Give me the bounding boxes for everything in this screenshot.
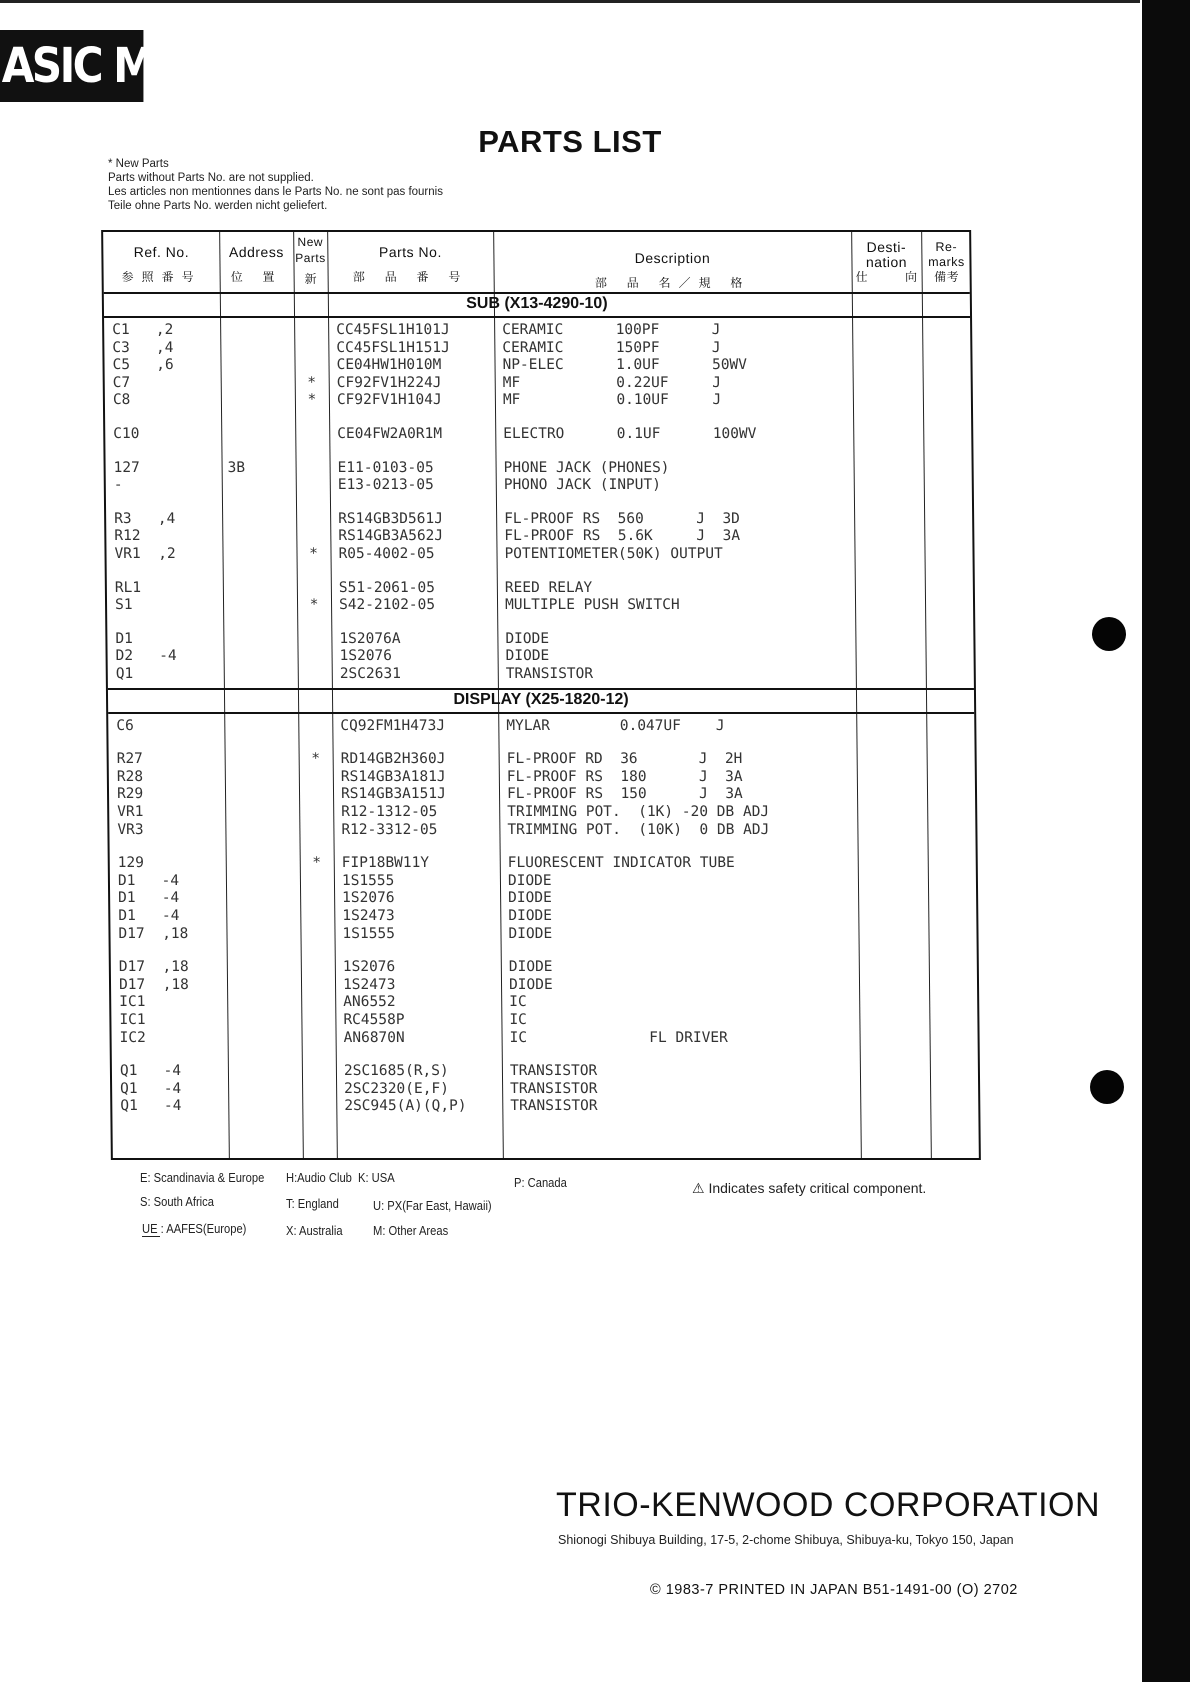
ref-no-cell: D17 ,18 (118, 959, 189, 976)
parts-no-cell: RD14GB2H360J (340, 751, 446, 768)
description-cell: IC FL DRIVER (509, 1029, 728, 1046)
description-cell: ELECTRO 0.1UF 100WV (503, 426, 757, 442)
ref-no-cell: IC1 (119, 994, 146, 1011)
description-cell: DIODE (505, 648, 550, 665)
note-new-parts: * New Parts (108, 158, 169, 170)
description-cell: MYLAR 0.047UF J (506, 717, 725, 734)
header-dest-label2: nation (865, 254, 908, 270)
ref-no-cell: C10 (113, 426, 140, 442)
parts-no-cell: AN6870N (343, 1029, 405, 1046)
section-title-underline (104, 316, 970, 318)
description-cell: TRANSISTOR (509, 1063, 598, 1080)
ref-no-cell: R3 ,4 (114, 510, 176, 527)
note-en: Parts without Parts No. are not supplied. (108, 172, 314, 184)
description-cell: FL-PROOF RD 36 J 2H (506, 751, 743, 768)
description-cell: DIODE (508, 925, 553, 942)
description-cell: FL-PROOF RS 560 J 3D (504, 510, 740, 527)
header-description (493, 250, 851, 291)
safety-note: ⚠ Indicates safety critical component. (692, 1180, 927, 1196)
parts-table (101, 230, 981, 1160)
ref-no-cell: D1 -4 (118, 908, 180, 924)
description-cell: DIODE (508, 976, 553, 993)
ref-no-cell: C8 (112, 392, 131, 409)
description-cell: MF 0.10UF J (502, 392, 722, 409)
description-cell: TRIMMING POT. (10K) 0 DB ADJ (507, 821, 770, 838)
parts-no-cell: CF92FV1H224J (336, 374, 442, 391)
parts-no-cell: E13-0213-05 (337, 477, 434, 494)
header-ref (103, 244, 219, 285)
parts-no-cell: R12-3312-05 (341, 821, 438, 838)
description-cell: PHONE JACK (PHONES) (503, 459, 670, 476)
description-cell: TRANSISTOR (505, 666, 594, 682)
description-cell: DIODE (508, 959, 553, 976)
parts-no-cell: CC45FSL1H151J (336, 339, 450, 356)
legend-ue: UE : AAFES(Europe) (142, 1221, 247, 1236)
new-part-mark: * (312, 855, 322, 872)
description-cell: FLUORESCENT INDICATOR TUBE (507, 855, 735, 872)
ref-no-cell: D1 -4 (117, 872, 180, 889)
corporation-name: TRIO-KENWOOD CORPORATION (556, 1486, 1101, 1524)
description-cell: MULTIPLE PUSH SWITCH (504, 597, 680, 614)
new-part-mark: * (307, 392, 317, 409)
legend-s: S: South Africa (140, 1194, 214, 1209)
header-rem-label2: marks (928, 255, 965, 269)
parts-no-cell: 2SC945(A)(Q,P) (344, 1098, 467, 1115)
parts-no-cell: RS14GB3A181J (340, 768, 446, 785)
description-cell: DIODE (505, 630, 550, 647)
header-address (219, 244, 293, 285)
ref-no-cell: C1 ,2 (112, 322, 174, 338)
header-rem-jp: 備考 (934, 270, 960, 284)
parts-no-cell: 2SC1685(R,S) (343, 1063, 449, 1080)
header-remarks (921, 240, 971, 285)
parts-no-cell: CQ92FM1H473J (340, 717, 446, 734)
header-partsno-jp: 部 品 番 号 (352, 270, 469, 284)
parts-no-cell: R05-4002-05 (338, 546, 435, 562)
ref-no-cell: R29 (116, 786, 144, 803)
parts-no-cell: 1S1555 (342, 925, 395, 942)
copyright-line: © 1983-7 PRINTED IN JAPAN B51-1491-00 (O) 2702 (650, 1582, 1018, 1598)
ref-no-cell: VR1 ,2 (114, 546, 176, 562)
new-part-mark: * (309, 597, 319, 614)
header-dest-jp1: 仕 (855, 270, 869, 284)
description-cell: TRANSISTOR (510, 1098, 598, 1115)
description-cell: DIODE (508, 908, 553, 924)
ref-no-cell: Q1 -4 (119, 1063, 182, 1080)
header-new-jp: 新 (304, 272, 317, 286)
parts-no-cell: 1S1555 (341, 872, 395, 889)
legend-t: T: England (286, 1196, 339, 1211)
ref-no-cell: IC2 (119, 1029, 146, 1046)
parts-no-cell: RS14GB3A562J (338, 528, 444, 545)
ref-no-cell: R28 (116, 768, 144, 785)
parts-no-cell: RS14GB3D561J (338, 510, 444, 527)
ref-no-cell: R27 (116, 751, 143, 768)
header-new (293, 236, 328, 287)
header-destination (851, 240, 921, 285)
ref-no-cell: 129 (117, 855, 145, 872)
ref-no-cell: D17 ,18 (118, 925, 189, 942)
description-cell: IC (509, 994, 527, 1011)
header-address-jp: 位 置 (230, 270, 283, 284)
ref-no-cell: C5 ,6 (112, 357, 174, 374)
legend-p: P: Canada (514, 1175, 567, 1190)
legend-ue-underline (142, 1236, 160, 1237)
parts-no-cell: 2SC2320(E,F) (344, 1080, 449, 1097)
description-cell: NP-ELEC 1.0UF 50WV (502, 357, 748, 374)
section-title: SUB (X13-4290-10) (466, 295, 608, 312)
section-title: DISPLAY (X25-1820-12) (453, 690, 629, 708)
description-cell: CERAMIC 150PF J (502, 339, 721, 356)
description-cell: FL-PROOF RS 150 J 3A (506, 786, 743, 803)
legend-x: X: Australia (286, 1223, 343, 1238)
parts-no-cell: RS14GB3A151J (340, 786, 446, 803)
page-title: PARTS LIST (478, 124, 662, 159)
header-partsno-label: Parts No. (378, 244, 442, 260)
parts-no-cell: AN6552 (343, 994, 396, 1011)
description-cell: IC (509, 1012, 527, 1028)
ref-no-cell: RL1 (114, 579, 142, 596)
ref-no-cell: Q1 (115, 666, 134, 682)
new-part-mark: * (311, 751, 321, 768)
note-fr: Les articles non mentionnes dans le Parts No. ne sont pas fournis (108, 186, 443, 198)
top-edge-line (0, 0, 1140, 3)
ref-no-cell: Q1 -4 (120, 1098, 182, 1115)
ref-no-cell: D1 -4 (118, 890, 180, 907)
parts-no-cell: CF92FV1H104J (336, 392, 442, 409)
parts-no-cell: 2SC2631 (339, 666, 401, 682)
parts-no-cell: 1S2076 (342, 959, 396, 976)
header-parts-label: Parts (295, 251, 326, 265)
header-partsno (327, 244, 493, 285)
header-address-label: Address (228, 244, 284, 260)
description-cell: REED RELAY (504, 579, 593, 596)
header-desc-jp: 部 品 名／規 格 (594, 276, 751, 290)
legend-m: M: Other Areas (373, 1223, 449, 1238)
description-cell: FL-PROOF RS 180 J 3A (506, 768, 743, 785)
scan-edge-bar (1142, 0, 1190, 1682)
new-part-mark: * (307, 374, 317, 391)
punch-hole (1090, 1070, 1124, 1104)
ref-no-cell: Q1 -4 (120, 1080, 182, 1097)
parts-no-cell: CC45FSL1H101J (336, 322, 450, 338)
header-dest-jp2: 向 (905, 270, 918, 284)
description-cell: FL-PROOF RS 5.6K J 3A (504, 528, 741, 545)
legend-e: E: Scandinavia & Europe (140, 1170, 265, 1185)
ref-no-cell: D1 (115, 630, 133, 647)
ref-no-cell: D2 -4 (115, 648, 177, 665)
legend-h: H:Audio Club (286, 1170, 352, 1185)
note-de: Teile ohne Parts No. werden nicht geliefert. (108, 200, 328, 212)
parts-no-cell: 1S2076A (339, 630, 401, 647)
new-part-mark: * (309, 546, 318, 562)
header-desc-label: Description (634, 250, 711, 266)
section-divider (104, 292, 970, 294)
parts-no-cell: CE04FW2A0R1M (337, 426, 443, 442)
parts-no-cell: 1S2076 (342, 890, 395, 907)
notes (108, 157, 443, 213)
legend-k: K: USA (358, 1170, 395, 1185)
parts-no-cell: FIP18BW11Y (341, 855, 430, 872)
ref-no-cell: IC1 (119, 1012, 146, 1028)
model-logo: ASIC M2 (0, 30, 143, 102)
description-cell: CERAMIC 100PF J (502, 322, 721, 338)
ref-no-cell: VR3 (117, 821, 144, 838)
description-cell: TRIMMING POT. (1K) -20 DB ADJ (507, 804, 770, 820)
header-new-label: New (297, 235, 324, 249)
header-ref-jp: 参照番号 (121, 270, 202, 284)
parts-no-cell: CE04HW1H010M (336, 357, 442, 374)
ref-no-cell: D17 ,18 (118, 976, 189, 993)
parts-no-cell: S51-2061-05 (338, 579, 435, 596)
ref-no-cell: C3 ,4 (112, 339, 174, 356)
description-cell: DIODE (507, 872, 552, 889)
header-rem-label1: Re- (935, 240, 958, 254)
ref-no-cell: 127 (113, 459, 140, 476)
ref-no-cell: - (113, 477, 123, 494)
header-dest-label1: Desti- (866, 239, 907, 255)
parts-no-cell: 1S2473 (342, 908, 395, 924)
parts-no-cell: S42-2102-05 (338, 597, 436, 614)
section-title-underline (108, 712, 974, 714)
header-ref-label: Ref. No. (133, 244, 190, 260)
legend-u: U: PX(Far East, Hawaii) (373, 1198, 492, 1213)
punch-hole (1092, 617, 1126, 651)
description-cell: PHONO JACK (INPUT) (503, 477, 662, 494)
description-cell: MF 0.22UF J (502, 374, 722, 391)
ref-no-cell: R12 (114, 528, 141, 545)
ref-no-cell: C6 (116, 717, 134, 734)
parts-no-cell: 1S2473 (342, 976, 396, 993)
section-divider (108, 688, 974, 690)
parts-no-cell: E11-0103-05 (337, 459, 434, 476)
parts-no-cell: 1S2076 (339, 648, 393, 665)
parts-no-cell: RC4558P (343, 1012, 405, 1028)
ref-no-cell: C7 (112, 374, 131, 391)
ref-no-cell: S1 (114, 597, 133, 614)
description-cell: TRANSISTOR (510, 1080, 598, 1097)
description-cell: POTENTIOMETER(50K) OUTPUT (504, 546, 723, 562)
description-cell: DIODE (508, 890, 552, 907)
address-cell: 3B (227, 459, 246, 476)
corporation-address: Shionogi Shibuya Building, 17-5, 2-chome Shibuya, Shibuya-ku, Tokyo 150, Japan (558, 1533, 1014, 1547)
parts-no-cell: R12-1312-05 (341, 804, 438, 820)
ref-no-cell: VR1 (117, 804, 144, 820)
